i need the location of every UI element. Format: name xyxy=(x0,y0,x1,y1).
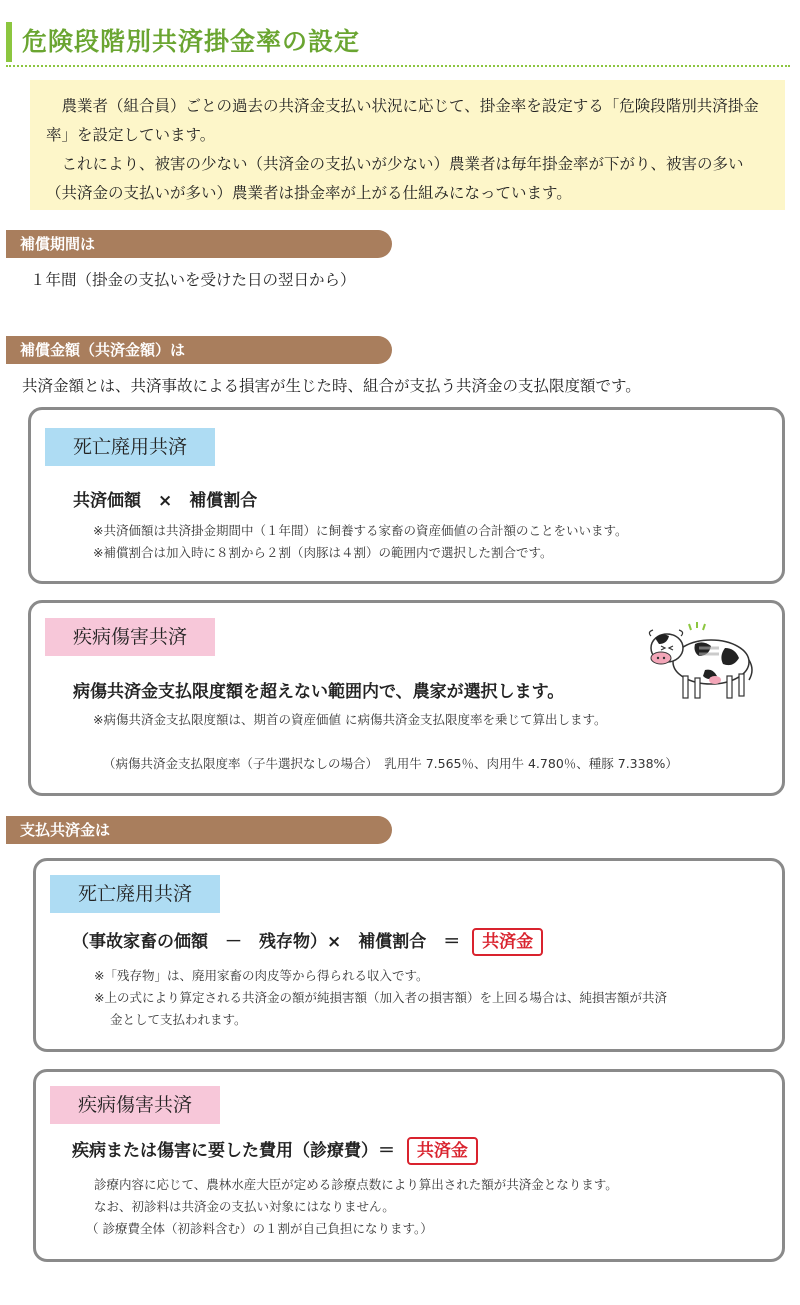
payment-disease-note-2: なお、初診料は共済金の支払い対象にはなりません。 xyxy=(94,1199,395,1214)
title-accent-bar xyxy=(6,22,12,62)
payment-death-note-2: ※上の式により算定される共済金の額が純損害額（加入者の損害額）を上回る場合は、純損害額が共済 xyxy=(94,990,667,1005)
payment-disease-formula: 疾病または傷害に要した費用（診療費）＝ xyxy=(72,1141,395,1161)
intro-panel xyxy=(30,80,785,210)
period-text: １年間（掛金の支払いを受けた日の翌日から） xyxy=(30,271,356,289)
amount-death-note-1: ※共済価額は共済掛金期間中（１年間）に飼養する家畜の資産価値の合計額のことをいいます。 xyxy=(93,523,628,538)
page-title: 危険段階別共済掛金率の設定 xyxy=(22,27,361,56)
title-divider xyxy=(6,65,790,67)
payment-death-note-3: 金として支払われます。 xyxy=(110,1012,247,1027)
section-heading-period: 補償期間は xyxy=(6,230,392,258)
amount-text: 共済金額とは、共済事故による損害が生じた時、組合が支払う共済金の支払限度額です。 xyxy=(22,377,641,395)
payment-death-tag: 死亡廃用共済 xyxy=(50,875,220,913)
payment-death-note-1: ※「残存物」は、廃用家畜の肉皮等から得られる収入です。 xyxy=(94,968,429,983)
payment-disease-result: 共済金 xyxy=(407,1137,478,1165)
payment-death-result: 共済金 xyxy=(472,928,543,956)
amount-death-tag: 死亡廃用共済 xyxy=(45,428,215,466)
amount-disease-note-1: ※病傷共済金支払限度額は、期首の資産価値 に病傷共済金支払限度率を乗じて算出します。 xyxy=(93,712,607,727)
payment-disease-formula-line xyxy=(72,1136,478,1165)
payment-death-formula: （事故家畜の価額 － 残存物）× 補償割合 ＝ xyxy=(72,932,461,952)
amount-disease-formula: 病傷共済金支払限度額を超えない範囲内で、農家が選択します。 xyxy=(73,682,565,702)
payment-death-formula-line xyxy=(72,927,543,956)
amount-disease-note-2: （病傷共済金支払限度率（子牛選択なしの場合） 乳用牛 7.565％、肉用牛 4.780％、種豚 7.338%） xyxy=(103,756,678,771)
section-heading-payment: 支払共済金は xyxy=(6,816,392,844)
payment-disease-tag: 疾病傷害共済 xyxy=(50,1086,220,1124)
intro-paragraph-1: 農業者（組合員）ごとの過去の共済金支払い状況に応じて、掛金率を設定する「危険段階別共済掛金率」を設定しています。 xyxy=(46,97,759,144)
payment-disease-note-1: 診療内容に応じて、農林水産大臣が定める診療点数により算出された額が共済金となります。 xyxy=(94,1177,618,1192)
cow-illustration xyxy=(645,618,755,704)
amount-death-note-2: ※補償割合は加入時に８割から２割（肉豚は４割）の範囲内で選択した割合です。 xyxy=(93,545,553,560)
amount-death-box xyxy=(28,407,785,584)
amount-death-formula: 共済価額 × 補償割合 xyxy=(73,491,258,511)
payment-disease-box xyxy=(33,1069,785,1262)
section-heading-amount: 補償金額（共済金額）は xyxy=(6,336,392,364)
payment-death-box xyxy=(33,858,785,1052)
intro-paragraph-2: これにより、被害の少ない（共済金の支払いが少ない）農業者は毎年掛金率が下がり、被害の多い（共済金の支払いが多い）農業者は掛金率が上がる仕組みになっています。 xyxy=(46,155,744,202)
amount-disease-tag: 疾病傷害共済 xyxy=(45,618,215,656)
payment-disease-note-3: （ 診療費全体（初診料含む）の１割が自己負担になります。） xyxy=(86,1221,433,1236)
